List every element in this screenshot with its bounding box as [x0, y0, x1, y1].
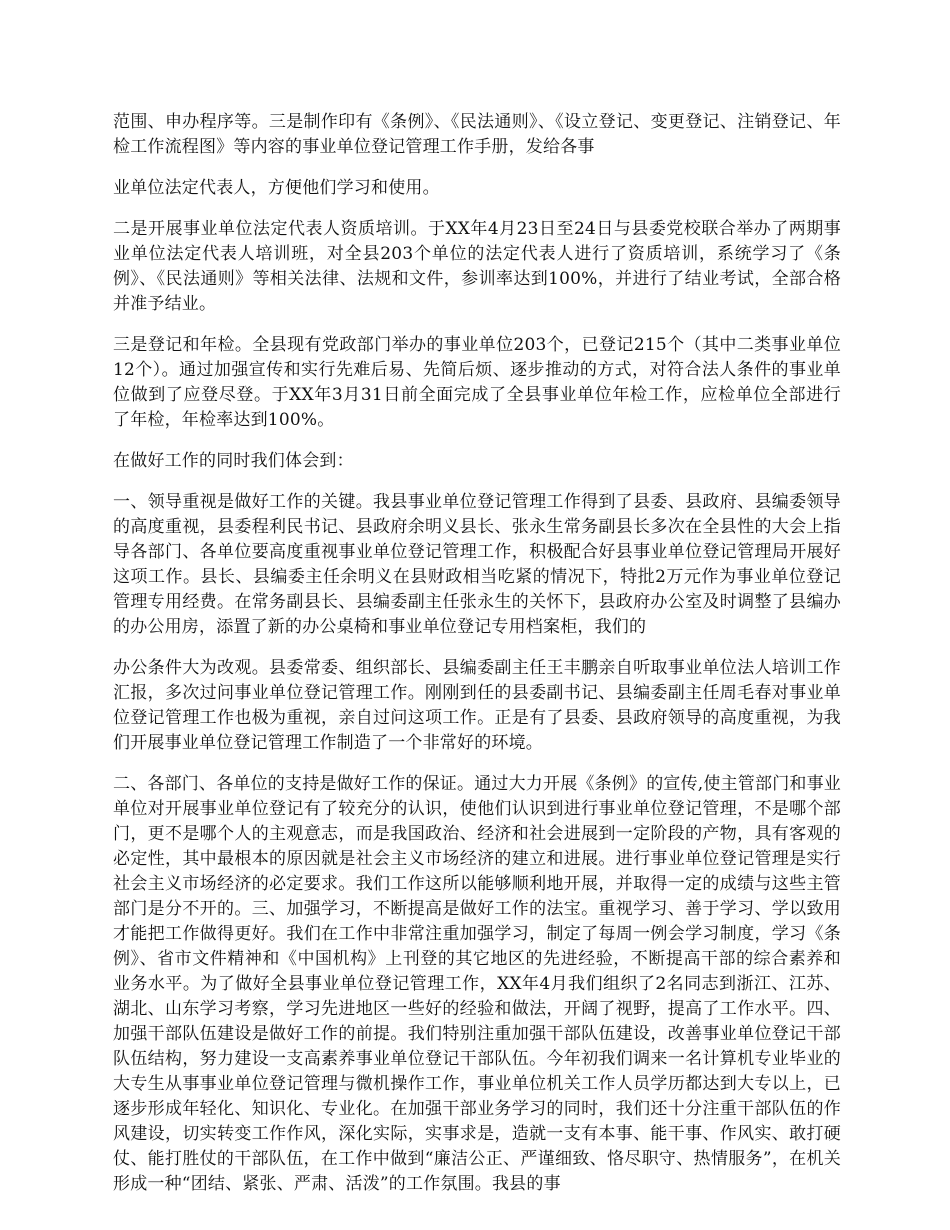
paragraph-3: 二是开展事业单位法定代表人资质培训。于XX年4月23日至24日与县委党校联合举办了两期事业单位法定代表人培训班，对全县203个单位的法定代表人进行了资质培训，系统学习了《条例》、《民法通则》等相关法律、法规和文件，参训率达到100%，并进行了结业考试，全部合格并准予结业。: [113, 219, 841, 314]
paragraph-4: 三是登记和年检。全县现有党政部门举办的事业单位203个，已登记215个（其中二类事业单位12个）。通过加强宣传和实行先难后易、先简后烦、逐步推动的方式，对符合法人条件的事业单位做到了应登尽登。于XX年3月31日前全面完成了全县事业单位年检工作，应检单位全部进行了年检，年检率达到100%。: [113, 335, 841, 430]
paragraph-2: 业单位法定代表人，方便他们学习和使用。: [113, 178, 440, 198]
paragraph-8: 二、各部门、各单位的支持是做好工作的保证。通过大力开展《条例》的宣传,使主管部门和事业单位对开展事业单位登记有了较充分的认识，使他们认识到进行事业单位登记管理，不是哪个部门，更不是哪个人的主观意志，而是我国政治、经济和社会进展到一定阶段的产物，具有客观的必定性，其中最根本的原因就是社会主义市场经济的建立和进展。进行事业单位登记管理是实行社会主义市场经济的必定要求。我们工作这所以能够顺利地开展，并取得一定的成绩与这些主管部门是分不开的。三、加强学习，不断提高是做好工作的法宝。重视学习、善于学习、学以致用才能把工作做得更好。我们在工作中非常注重加强学习，制定了每周一例会学习制度，学习《条例》、省市文件精神和《中国机构》上刊登的其它地区的先进经验，不断提高干部的综合素养和业务水平。为了做好全县事业单位登记管理工作，XX年4月我们组织了2名同志到浙江、江苏、湖北、山东学习考察，学习先进地区一些好的经验和做法，开阔了视野，提高了工作水平。四、加强干部队伍建设是做好工作的前提。我们特别注重加强干部队伍建设，改善事业单位登记干部队伍结构，努力建设一支高素养事业单位登记干部队伍。今年初我们调来一名计算机专业毕业的大专生从事事业单位登记管理与微机操作工作，事业单位机关工作人员学历都达到大专以上，已逐步形成年轻化、知识化、专业化。在加强干部业务学习的同时，我们还十分注重干部队伍的作风建设，切实转变工作作风，深化实际，实事求是，造就一支有本事、能干事、作风实、敢打硬仗、能打胜仗的干部队伍，在工作中做到“廉洁公正、严谨细致、恪尽职守、热情服务”，在机关形成一种“团结、紧张、严肃、活泼”的工作氛围。我县的事: [113, 774, 842, 1194]
document-body: [113, 110, 841, 1213]
paragraph-5: 在做好工作的同时我们体会到：: [113, 451, 354, 471]
paragraph-1: 范围、申办程序等。三是制作印有《条例》、《民法通则》、《设立登记、变更登记、注销登记、年检工作流程图》等内容的事业单位登记管理工作手册，发给各事: [113, 112, 841, 157]
paragraph-6: 一、领导重视是做好工作的关键。我县事业单位登记管理工作得到了县委、县政府、县编委领导的高度重视，县委程利民书记、县政府余明义县长、张永生常务副县长多次在全县性的大会上指导各部门、各单位要高度重视事业单位登记管理工作，积极配合好县事业单位登记管理局开展好这项工作。县长、县编委主任余明义在县财政相当吃紧的情况下，特批2万元作为事业单位登记管理专用经费。在常务副县长、县编委副主任张永生的关怀下，县政府办公室及时调整了县编办的办公用房，添置了新的办公桌椅和事业单位登记专用档案柜，我们的: [113, 492, 841, 637]
paragraph-7: 办公条件大为改观。县委常委、组织部长、县编委副主任王丰鹏亲自听取事业单位法人培训工作汇报，多次过问事业单位登记管理工作。刚刚到任的县委副书记、县编委副主任周毛春对事业单位登记管理工作也极为重视，亲自过问这项工作。正是有了县委、县政府领导的高度重视，为我们开展事业单位登记管理工作制造了一个非常好的环境。: [113, 658, 841, 753]
